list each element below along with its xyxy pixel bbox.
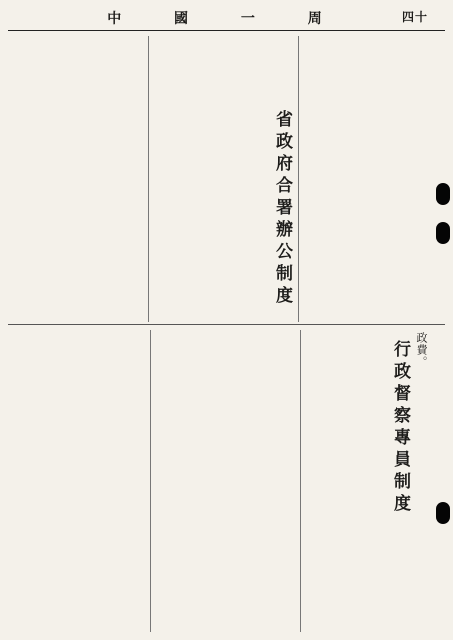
page-number: 四十 — [402, 10, 429, 24]
punch-hole-mark — [436, 183, 450, 205]
lower-right-column-text — [307, 332, 383, 632]
punch-hole-mark — [436, 502, 450, 524]
lower-left-column-text — [10, 332, 146, 632]
lower-middle-column-text — [156, 332, 296, 632]
heading-provincial-joint-office: 省政府合署辦公制度 — [272, 110, 292, 308]
upper-right-column-text — [315, 38, 435, 316]
column-divider — [298, 36, 299, 322]
column-divider — [150, 330, 151, 632]
heading-administrative-inspector-system: 行政督察專員制度 — [390, 340, 410, 516]
header-rule — [8, 30, 445, 31]
section-divider — [8, 324, 445, 325]
running-header: 中 國 一 周 — [107, 11, 346, 27]
upper-middle-column-text — [158, 38, 266, 316]
column-divider — [148, 36, 149, 322]
punch-hole-mark — [436, 222, 450, 244]
lower-right-closing-line: 政費。 — [415, 332, 428, 368]
upper-left-column-text — [10, 38, 144, 316]
column-divider — [300, 330, 301, 632]
